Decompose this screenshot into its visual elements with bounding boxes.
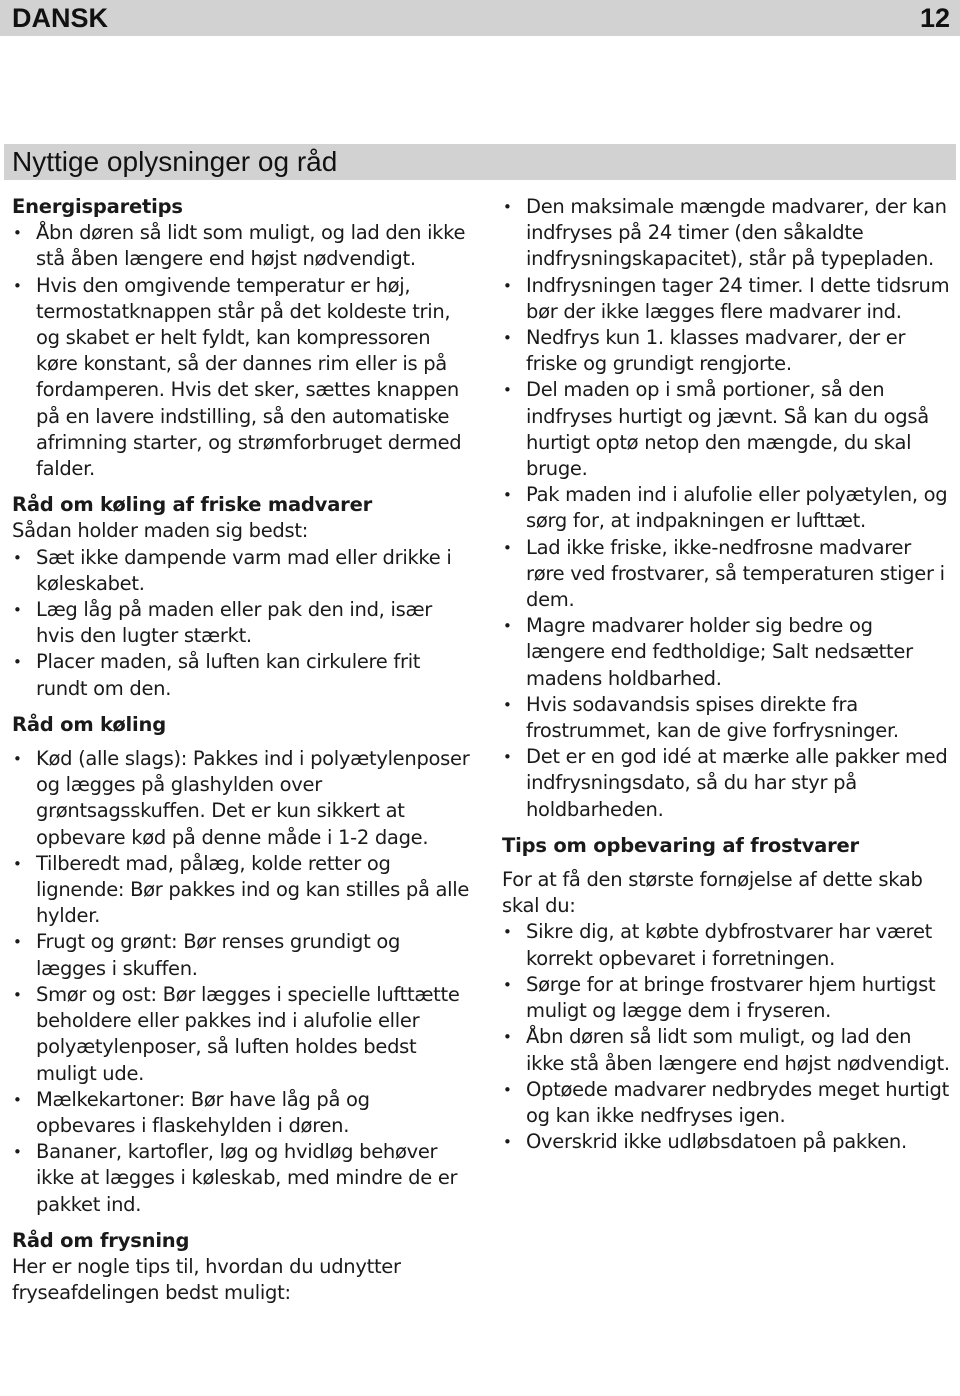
list-item: • Overskrid ikke udløbsdatoen på pakken. <box>502 1129 954 1155</box>
list-item: • Tilberedt mad, pålæg, kolde retter og lignende: Bør pakkes ind og kan stilles på alle hylder. <box>12 851 474 930</box>
freezing-intro: Her er nogle tips til, hvordan du udnytter fryseafdelingen bedst muligt: <box>12 1254 401 1305</box>
list-item: • Åbn døren så lidt som muligt, og lad den ikke stå åben længere end højst nødvendigt. <box>502 1024 954 1076</box>
list-item: • Åbn døren så lidt som muligt, og lad den ikke stå åben længere end højst nødvendigt. <box>12 220 474 272</box>
list-item: • Del maden op i små portioner, så den indfryses hurtigt og jævnt. Så kan du også hurtigt optø netop den mængde, du skal bruge. <box>502 377 954 482</box>
list-item: • Kød (alle slags): Pakkes ind i polyætylenposer og lægges på glashylden over grøntsagsskuffen. Det er kun sikkert at opbevare kød på denne måde i 1-2 dage. <box>12 746 474 851</box>
list-item: • Placer maden, så luften kan cirkulere frit rundt om den. <box>12 649 474 701</box>
list-item: • Hvis den omgivende temperatur er høj, termostatknappen står på det koldeste trin, og skabet er helt fyldt, kan kompressoren køre konstant, så der dannes rim eller is på fordamperen. Hvis det sker, sættes knappen på en lavere indstilling, så den automatiske afrimning starter, og strømforbruget dermed falder. <box>12 273 474 483</box>
list-item: • Sikre dig, at købte dybfrostvarer har været korrekt opbevaret i forretningen. <box>502 919 954 971</box>
list-item: • Frugt og grønt: Bør renses grundigt og lægges i skuffen. <box>12 929 474 981</box>
list-item: • Indfrysningen tager 24 timer. I dette tidsrum bør der ikke lægges flere madvarer ind. <box>502 273 954 325</box>
left-column <box>12 194 474 1306</box>
list-item: • Nedfrys kun 1. klasses madvarer, der er friske og grundigt rengjorte. <box>502 325 954 377</box>
list-item: • Læg låg på maden eller pak den ind, især hvis den lugter stærkt. <box>12 597 474 649</box>
list-item: • Hvis sodavandsis spises direkte fra frostrummet, kan de give forfrysninger. <box>502 692 954 744</box>
frozen-storage-intro: For at få den største fornøjelse af dette skab skal du: <box>502 868 923 918</box>
list-item: • Pak maden ind i alufolie eller polyætylen, og sørg for, at indpakningen er lufttæt. <box>502 482 954 534</box>
section-title: Nyttige oplysninger og råd <box>12 146 338 177</box>
energy-heading: Energisparetips <box>12 195 183 218</box>
list-item: • Mælkekartoner: Bør have låg på og opbevares i flaskehylden i døren. <box>12 1087 474 1139</box>
list-item: • Den maksimale mængde madvarer, der kan indfryses på 24 timer (den såkaldte indfrysningskapacitet), står på typepladen. <box>502 194 954 273</box>
list-item: • Magre madvarer holder sig bedre og længere end fedtholdige; Salt nedsætter madens holdbarhed. <box>502 613 954 692</box>
energy-list <box>12 220 474 482</box>
header-language: DANSK <box>12 3 109 33</box>
list-item: • Det er en god idé at mærke alle pakker med indfrysningsdato, så du har styr på holdbarheden. <box>502 744 954 823</box>
page-header <box>0 0 960 36</box>
list-item: • Sæt ikke dampende varm mad eller drikke i køleskabet. <box>12 545 474 597</box>
list-item: • Optøede madvarer nedbrydes meget hurtigt og kan ikke nedfryses igen. <box>502 1077 954 1129</box>
list-item: • Bananer, kartofler, løg og hvidløg behøver ikke at lægges i køleskab, med mindre de er pakket ind. <box>12 1139 474 1218</box>
cooling-heading: Råd om køling <box>12 712 166 736</box>
list-item: • Smør og ost: Bør lægges i specielle lufttætte beholdere eller pakkes ind i alufolie eller polyætylenposer, så luften holdes bedst muligt ude. <box>12 982 474 1087</box>
fresh-food-heading: Råd om køling af friske madvarer <box>12 493 373 517</box>
fresh-food-intro: Sådan holder maden sig bedst: <box>12 519 308 543</box>
right-column <box>502 194 954 1155</box>
frozen-storage-heading: Tips om opbevaring af frostvarer <box>502 833 859 857</box>
list-item: • Sørge for at bringe frostvarer hjem hurtigst muligt og lægge dem i fryseren. <box>502 972 954 1024</box>
fresh-food-list <box>12 545 474 702</box>
cooling-list <box>12 746 474 1218</box>
freezing-heading: Råd om frysning <box>12 1228 190 1252</box>
list-item: • Lad ikke friske, ikke-nedfrosne madvarer røre ved frostvarer, så temperaturen stiger i dem. <box>502 535 954 614</box>
page-number: 12 <box>919 3 950 33</box>
section-title-bar <box>4 144 956 180</box>
frozen-storage-list <box>502 919 954 1155</box>
freezing-list <box>502 194 954 823</box>
